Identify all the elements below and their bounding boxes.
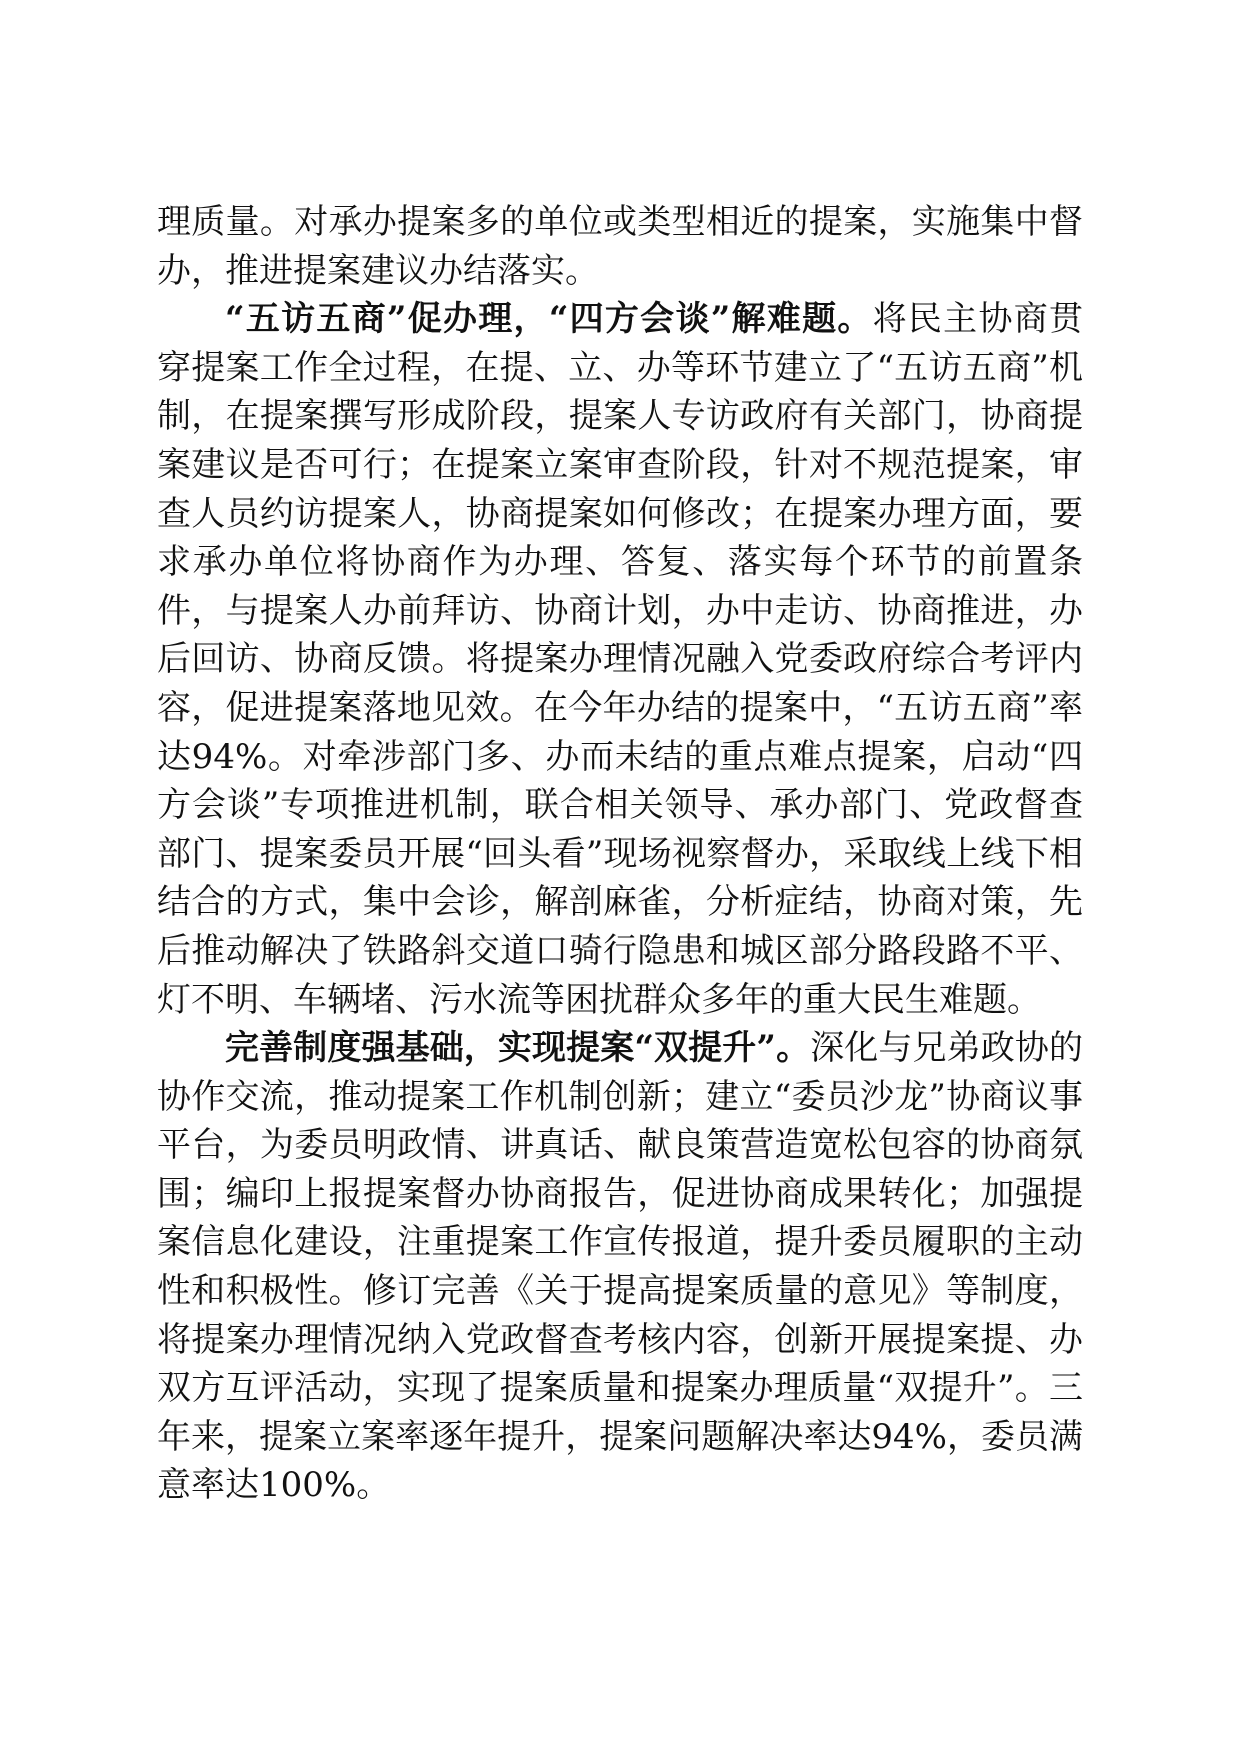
paragraph-body: 理质量。对承办提案多的单位或类型相近的提案，实施集中督办，推进提案建议办结落实。 — [157, 202, 1083, 291]
paragraph-wufang-wushang — [157, 295, 1083, 1024]
paragraph-heading: 完善制度强基础，实现提案“双提升”。 — [225, 1028, 811, 1069]
paragraph-body: 深化与兄弟政协的协作交流，推动提案工作机制创新；建立“委员沙龙”协商议事平台，为委员明政情、讲真话、献良策营造宽松包容的协商氛围；编印上报提案督办协商报告，促进协商成果转化；加强提案信息化建设，注重提案工作宣传报道，提升委员履职的主动性和积极性。修订完善《关于提高提案质量的意见》等制度，将提案办理情况纳入党政督查考核内容，创新开展提案提、办双方互评活动，实现了提案质量和提案办理质量“双提升”。三年来，提案立案率逐年提升，提案问题解决率达94%，委员满意率达100%。 — [157, 1028, 1083, 1506]
paragraph-continuation — [157, 198, 1083, 295]
paragraph-heading: “五访五商”促办理，“四方会谈”解难题。 — [225, 299, 873, 340]
document-page — [157, 198, 1083, 1510]
paragraph-shuang-tisheng — [157, 1024, 1083, 1510]
paragraph-body: 将民主协商贯穿提案工作全过程，在提、立、办等环节建立了“五访五商”机制，在提案撰写形成阶段，提案人专访政府有关部门，协商提案建议是否可行；在提案立案审查阶段，针对不规范提案，审查人员约访提案人，协商提案如何修改；在提案办理方面，要求承办单位将协商作为办理、答复、落实每个环节的前置条件，与提案人办前拜访、协商计划，办中走访、协商推进，办后回访、协商反馈。将提案办理情况融入党委政府综合考评内容，促进提案落地见效。在今年办结的提案中，“五访五商”率达94%。对牵涉部门多、办而未结的重点难点提案，启动“四方会谈”专项推进机制，联合相关领导、承办部门、党政督查部门、提案委员开展“回头看”现场视察督办，采取线上线下相结合的方式，集中会诊，解剖麻雀，分析症结，协商对策，先后推动解决了铁路斜交道口骑行隐患和城区部分路段路不平、灯不明、车辆堵、污水流等困扰群众多年的重大民生难题。 — [157, 299, 1083, 1020]
